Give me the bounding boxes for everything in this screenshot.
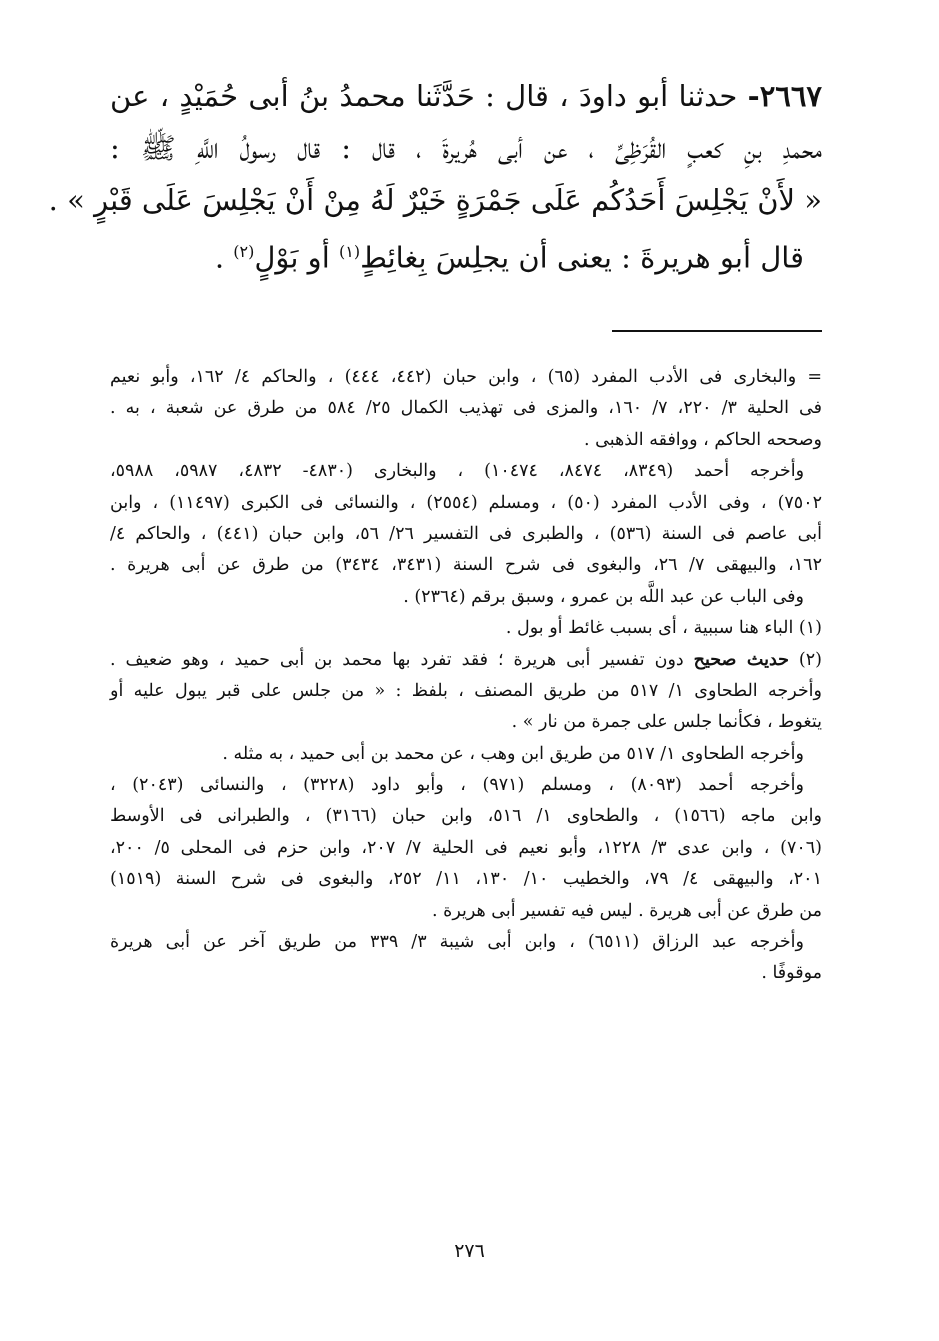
page-number: ٢٧٦ [454, 1240, 485, 1262]
footnote-line: وأخرجه أحمد (٨٠٩٣) ، ومسلم (٩٧١) ، وأبو داود (٣٢٢٨) ، والنسائى (٢٠٤٣) ، [110, 775, 804, 796]
footnote-line: وصححه الحاكم ، ووافقه الذهبى . [584, 429, 822, 450]
footnote-line: وأخرجه الطحاوى ١/ ٥١٧ من طريق ابن وهب ، عن محمد بن أبى حميد ، به مثله . [222, 743, 804, 764]
footnote-line: = والبخارى فى الأدب المفرد (٦٥) ، وابن حبان (٤٤٢، ٤٤٤) ، والحاكم ٤/ ١٦٢، وأبو نعيم [110, 367, 822, 387]
footnote-line: من طرق عن أبى هريرة . ليس فيه تفسير أبى هريرة . [432, 900, 822, 921]
footnote-line: ٧٥٠٢) ، وفى الأدب المفرد (٥٠) ، ومسلم (٢٥٥٤) ، والنسائى فى الكبرى (١١٤٩٧) ، وابن [110, 492, 823, 513]
footnote-ref-2: (٢) [233, 242, 255, 261]
footnote-line: أبى عاصم فى السنة (٥٣٦) ، والطبرى فى التفسير ٢٦/ ٥٦، وابن حبان (٤٤١) ، والحاكم ٤/ [110, 523, 822, 544]
footnote-line: (٢) حديث صحيح دون تفسير أبى هريرة ؛ فقد تفرد بها محمد بن أبى حميد ، وهو ضعيف . [110, 649, 822, 670]
footnote-separator [612, 330, 822, 332]
footnote-line: فى الحلية ٣/ ٢٢٠، ٧/ ١٦٠، والمزى فى تهذيب الكمال ٢٥/ ٥٨٤ من طرق عن شعبة ، به . [110, 398, 822, 419]
footnote-line: ١٦٢، والبيهقى ٧/ ٢٦، والبغوى فى شرح السنة (٣٤٣١، ٣٤٣٤) من طرق عن أبى هريرة . [110, 555, 822, 576]
footnote-line: ٢٠١، والبيهقى ٤/ ٧٩، والخطيب ١٠/ ١٣٠، ١١/ ٢٥٢، والبغوى فى شرح السنة (١٥١٩) [110, 869, 822, 890]
footnote-line: (٧٠٦) ، وابن عدى ٣/ ١٢٢٨، وأبو نعيم فى الحلية ٧/ ٢٠٧، وابن حزم فى المحلى ٥/ ٢٠٠، [110, 837, 822, 858]
footnote-line: وفى الباب عن عبد اللَّه بن عمرو ، وسبق برقم (٢٣٦٤) . [403, 586, 804, 607]
hadith-line-2: محمدِ بنِ كعبٍ القُرَظِىِّ ، عن أبى هُريرةَ ، قال : قال رسولُ اللَّهِ ﷺ : [110, 131, 822, 165]
hadith-text [48, 70, 822, 284]
footnote-line: موقوفًا . [761, 963, 822, 984]
footnote-line: وأخرجه أحمد (٨٣٤٩، ٨٤٧٤، ١٠٤٧٤) ، والبخارى (٤٨٣٠- ٤٨٣٢، ٥٩٨٧، ٥٩٨٨، [110, 461, 805, 482]
footnote-ref-1: (١) [338, 242, 361, 261]
hadith-line-4: قال أبو هريرةَ : يعنى أن يجلِسَ بِغائِطٍ$^{(١)}$ أو بَوْلٍ$^{(٢)}$ . [214, 240, 804, 275]
grading-term: حديث صحيح [693, 649, 789, 670]
footnote-line: وابن ماجه (١٥٦٦) ، والطحاوى ١/ ٥١٦، وابن حبان (٣١٦٦) ، والطبرانى فى الأوسط [110, 806, 822, 827]
hadith-number: ٢٦٦٧- [747, 79, 822, 113]
footnote-line: (١) الباء هنا سببية ، أى بسبب غائط أو بول . [505, 618, 822, 639]
hadith-line-1: ٢٦٦٧- حدثنا أبو داودَ ، قال : حَدَّثَنا محمدُ بنُ أبى حُمَيْدٍ ، عن [110, 79, 822, 113]
footnote-line: وأخرجه الطحاوى ١/ ٥١٧ من طريق المصنف ، بلفظ : « من جلس على قبر يبول عليه أو [110, 680, 822, 701]
footnotes [110, 362, 822, 990]
footnote-line: يتغوط ، فكأنما جلس على جمرة من نار » . [511, 712, 822, 733]
hadith-line-3: « لأَنْ يَجْلِسَ أَحَدُكُم عَلَى جَمْرَةٍ خَيْرٌ لَهُ مِنْ أَنْ يَجْلِسَ عَلَى قَبْرٍ » . [48, 183, 822, 217]
footnote-line: وأخرجه عبد الرزاق (٦٥١١) ، وابن أبى شيبة ٣/ ٣٣٩ من طريق آخر عن أبى هريرة [110, 932, 804, 953]
